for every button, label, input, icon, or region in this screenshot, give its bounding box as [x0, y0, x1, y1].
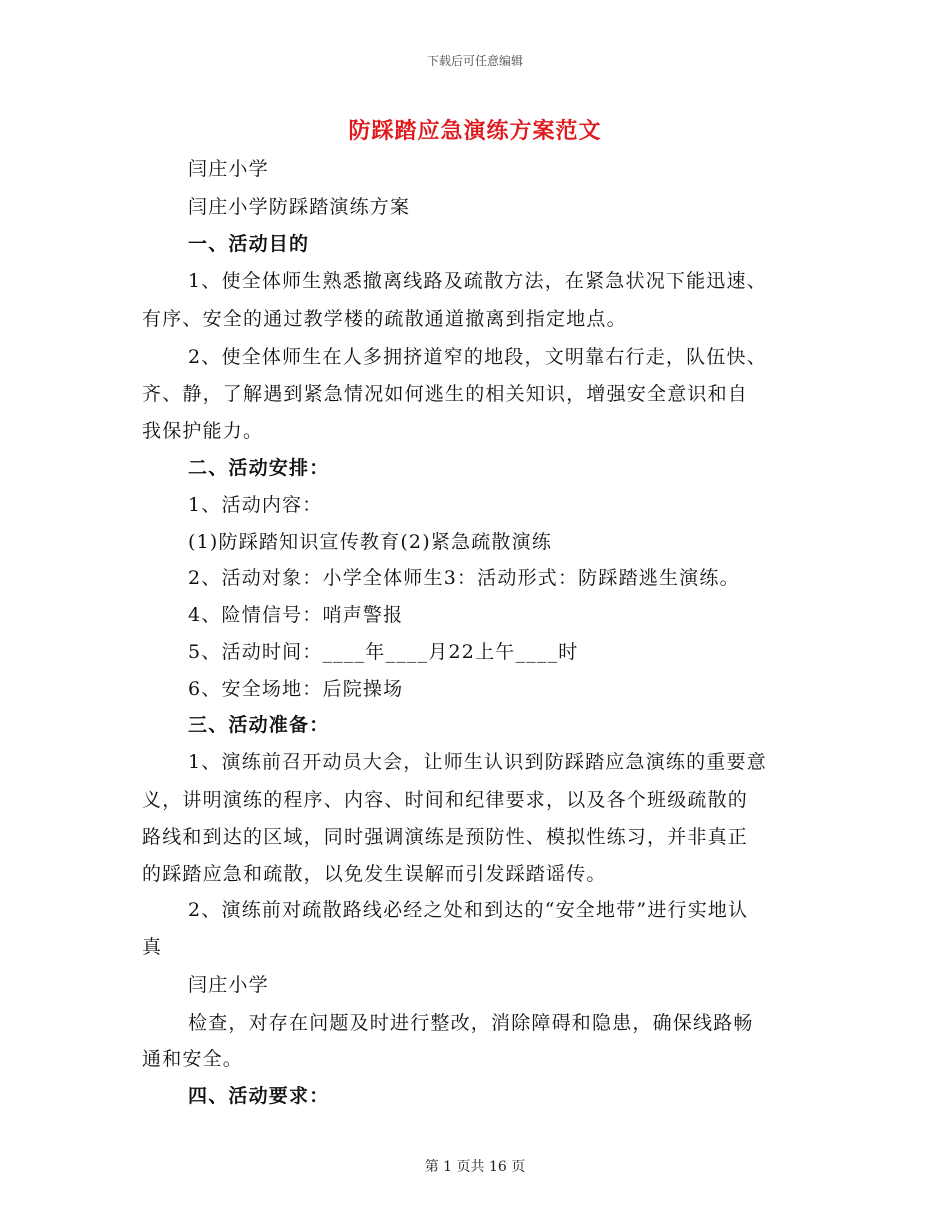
- section-heading-1: 一、活动目的: [188, 233, 310, 255]
- paragraph-line: 2、演练前对疏散路线必经之处和到达的“安全地带”进行实地认: [188, 899, 749, 921]
- section-heading-4: 四、活动要求：: [188, 1085, 330, 1107]
- paragraph-line: 5、活动时间：____年____月22上午____时: [188, 641, 579, 663]
- paragraph-line: 1、演练前召开动员大会，让师生认识到防踩踏应急演练的重要意: [188, 751, 767, 773]
- plan-name: 闫庄小学防踩踏演练方案: [188, 196, 411, 218]
- paragraph-line: 4、险情信号：哨声警报: [188, 604, 404, 626]
- paragraph-line: (1)防踩踏知识宣传教育(2)紧急疏散演练: [188, 531, 553, 553]
- paragraph-line: 检查，对存在问题及时进行整改，消除障碍和隐患，确保线路畅: [188, 1012, 754, 1034]
- paragraph-line: 1、使全体师生熟悉撤离线路及疏散方法，在紧急状况下能迅速、: [188, 270, 767, 292]
- paragraph-line: 2、活动对象：小学全体师生3：活动形式：防踩踏逃生演练。: [188, 567, 740, 589]
- paragraph-line: 齐、静，了解遇到紧急情况如何逃生的相关知识，增强安全意识和自: [142, 383, 749, 405]
- school-name: 闫庄小学: [188, 158, 269, 180]
- section-heading-2: 二、活动安排：: [188, 457, 330, 479]
- paragraph-line: 通和安全。: [142, 1048, 244, 1070]
- header-note: 下载后可任意编辑: [426, 54, 523, 68]
- paragraph-line: 2、使全体师生在人多拥挤道窄的地段，文明靠右行走，队伍快、: [188, 346, 767, 368]
- paragraph-line: 6、安全场地：后院操场: [188, 678, 404, 700]
- paragraph-line: 1、活动内容：: [188, 494, 323, 516]
- paragraph-line: 有序、安全的通过教学楼的疏散通道撤离到指定地点。: [142, 308, 627, 330]
- school-name-repeat: 闫庄小学: [188, 974, 269, 996]
- page-footer: 第 1 页共 16 页: [424, 1159, 526, 1175]
- paragraph-line: 路线和到达的区域，同时强调演练是预防性、模拟性练习，并非真正: [142, 826, 749, 848]
- section-heading-3: 三、活动准备：: [188, 714, 330, 736]
- paragraph-line: 我保护能力。: [142, 420, 264, 442]
- paragraph-line: 义，讲明演练的程序、内容、时间和纪律要求，以及各个班级疏散的: [142, 789, 749, 811]
- document-title: 防踩踏应急演练方案范文: [348, 118, 602, 144]
- paragraph-line: 的踩踏应急和疏散，以免发生误解而引发踩踏谣传。: [142, 863, 607, 885]
- paragraph-line: 真: [142, 936, 163, 958]
